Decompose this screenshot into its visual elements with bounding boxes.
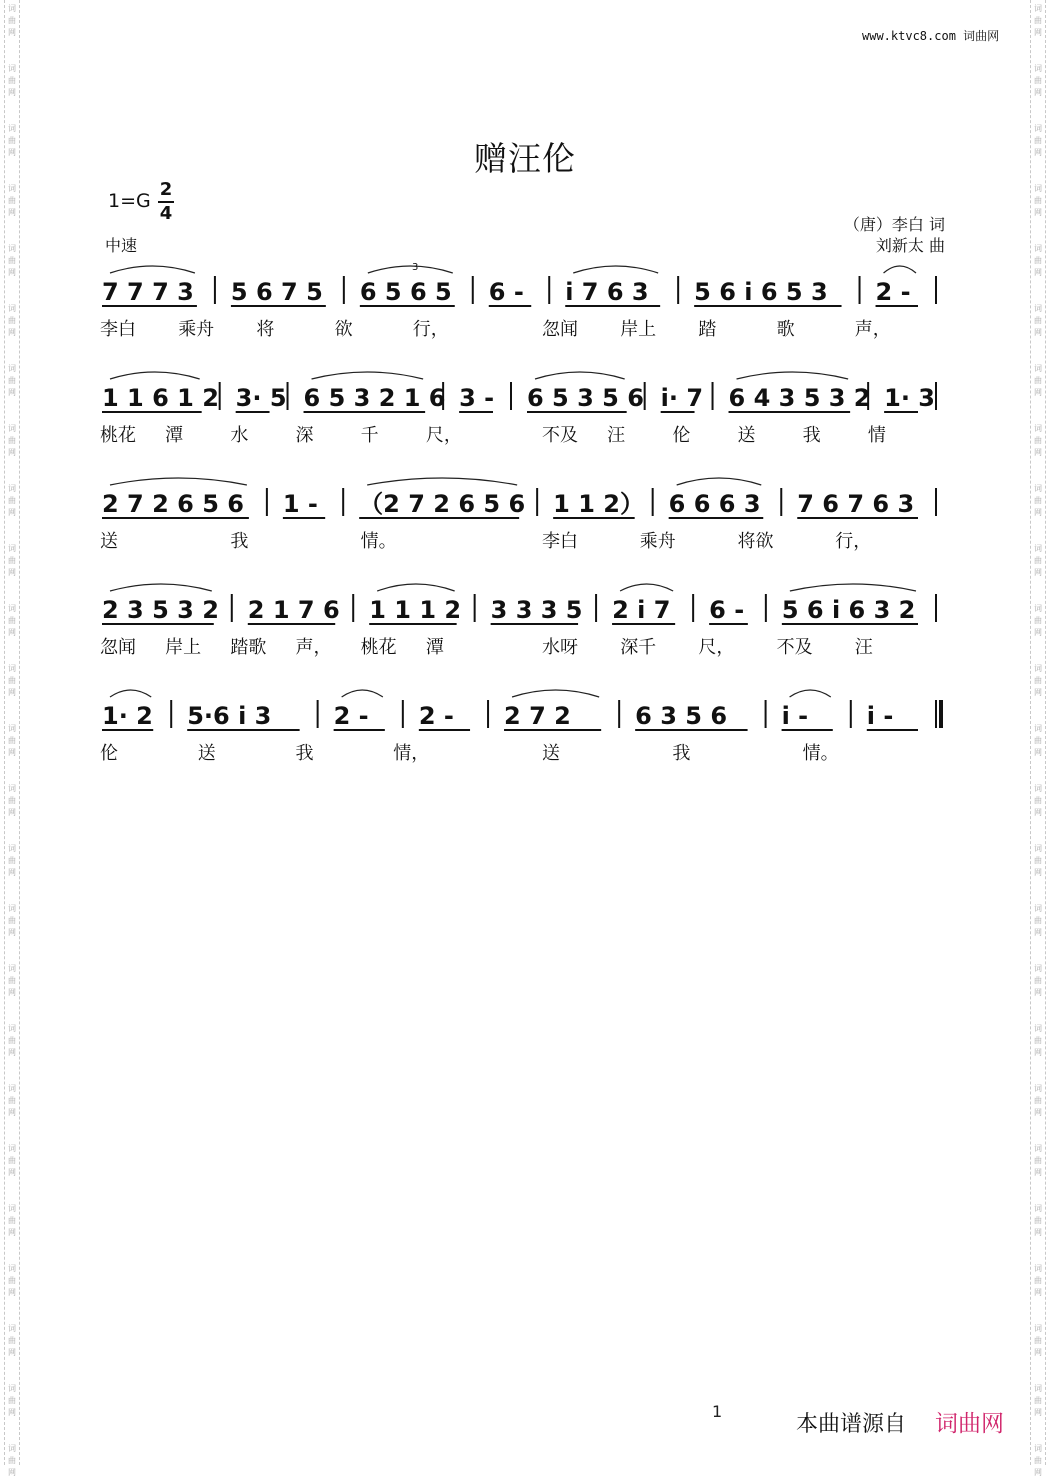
slur-arc bbox=[677, 478, 762, 485]
watermark-glyph: 词 bbox=[8, 1264, 16, 1273]
lyric-word: 歌 bbox=[776, 319, 795, 340]
watermark-glyph: 词 bbox=[8, 1384, 16, 1393]
watermark-glyph: 网 bbox=[1034, 1288, 1042, 1297]
song-title: 赠汪伦 bbox=[474, 139, 576, 178]
measure-notes: 2 7 2 bbox=[504, 702, 571, 730]
watermark-glyph: 词 bbox=[8, 1084, 16, 1093]
lyric-word: 行， bbox=[835, 531, 872, 552]
watermark-glyph: 网 bbox=[1034, 688, 1042, 697]
lyric-word: 桃花 bbox=[100, 425, 136, 446]
measure-notes: 2 i 7 bbox=[612, 596, 671, 624]
measure-notes: 5·6 i 3 bbox=[187, 702, 272, 730]
watermark-glyph: 曲 bbox=[8, 616, 16, 625]
measure-notes: 1· 3 bbox=[884, 384, 936, 412]
watermark-glyph: 网 bbox=[1034, 1468, 1042, 1477]
watermark-glyph: 网 bbox=[8, 448, 16, 457]
watermark-glyph: 词 bbox=[1034, 4, 1042, 13]
watermark-glyph: 曲 bbox=[1034, 1036, 1042, 1045]
lyric-word: 岸上 bbox=[165, 637, 202, 658]
lyric-word: 深 bbox=[295, 425, 314, 446]
watermark-glyph: 曲 bbox=[1034, 496, 1042, 505]
measure-notes: 6 5 3 5 6 bbox=[527, 384, 644, 412]
watermark-glyph: 网 bbox=[1034, 868, 1042, 877]
slur-arc bbox=[312, 372, 424, 379]
watermark-glyph: 网 bbox=[8, 988, 16, 997]
watermark-glyph: 词 bbox=[1034, 1264, 1042, 1273]
measure-notes: 6 6 6 3 bbox=[668, 490, 761, 518]
watermark-glyph: 网 bbox=[8, 1348, 16, 1357]
watermark-glyph: 词 bbox=[8, 604, 16, 613]
watermark-glyph: 词 bbox=[8, 844, 16, 853]
watermark-glyph: 曲 bbox=[1034, 796, 1042, 805]
lyric-word: 我 bbox=[672, 743, 691, 764]
watermark-glyph: 网 bbox=[1034, 1168, 1042, 1177]
watermark-glyph: 词 bbox=[8, 484, 16, 493]
measure-notes: 6 5 3 2 1 6 bbox=[303, 384, 446, 412]
lyric-word: 不及 bbox=[542, 425, 578, 446]
watermark-glyph: 曲 bbox=[8, 316, 16, 325]
watermark-glyph: 曲 bbox=[1034, 676, 1042, 685]
watermark-glyph: 网 bbox=[8, 328, 16, 337]
lyric-word: 深千 bbox=[620, 637, 657, 658]
watermark-glyph: 网 bbox=[8, 688, 16, 697]
watermark-glyph: 网 bbox=[8, 1468, 16, 1477]
watermark-glyph: 词 bbox=[8, 1144, 16, 1153]
watermark-glyph: 曲 bbox=[1034, 1096, 1042, 1105]
watermark-glyph: 网 bbox=[8, 808, 16, 817]
measure-notes: 7 6 7 6 3 bbox=[797, 490, 915, 518]
watermark-glyph: 词 bbox=[8, 364, 16, 373]
watermark-glyph: 网 bbox=[1034, 448, 1042, 457]
tuplet-number: 3 bbox=[412, 262, 419, 273]
lyric-word: 忽闻 bbox=[542, 319, 578, 340]
watermark-glyph: 词 bbox=[1034, 544, 1042, 553]
watermark-glyph: 曲 bbox=[1034, 856, 1042, 865]
source-label: 本曲谱源自 bbox=[796, 1412, 907, 1437]
lyric-word: 伦 bbox=[100, 743, 118, 764]
measure-notes: 3 3 3 5 bbox=[490, 596, 583, 624]
lyric-word: 行， bbox=[412, 319, 449, 340]
slur-arc bbox=[884, 266, 916, 273]
watermark-glyph: 曲 bbox=[1034, 976, 1042, 985]
watermark-glyph: 词 bbox=[8, 904, 16, 913]
lyric-word: 送 bbox=[542, 743, 560, 764]
lyric-word: 汪 bbox=[854, 637, 873, 658]
measure-notes: 2 7 2 6 5 6 bbox=[102, 490, 244, 518]
slur-arc bbox=[367, 478, 517, 485]
watermark-glyph: 曲 bbox=[1034, 1276, 1042, 1285]
watermark-glyph: 曲 bbox=[1034, 1396, 1042, 1405]
watermark-glyph: 曲 bbox=[8, 1156, 16, 1165]
lyric-word: 声， bbox=[295, 637, 332, 658]
lyric-word: 李白 bbox=[100, 319, 136, 340]
watermark-glyph: 网 bbox=[8, 268, 16, 277]
watermark-glyph: 曲 bbox=[8, 1336, 16, 1345]
lyric-word: 千 bbox=[360, 425, 379, 446]
watermark-glyph: 网 bbox=[8, 208, 16, 217]
watermark-glyph: 曲 bbox=[8, 1276, 16, 1285]
slur-arc bbox=[342, 690, 383, 697]
watermark-glyph: 词 bbox=[1034, 364, 1042, 373]
watermark-glyph: 曲 bbox=[8, 1456, 16, 1465]
slur-arc bbox=[110, 690, 151, 697]
slur-arc bbox=[512, 690, 599, 697]
watermark-glyph: 曲 bbox=[1034, 136, 1042, 145]
slur-arc bbox=[110, 266, 195, 273]
watermark-glyph: 词 bbox=[1034, 244, 1042, 253]
lyric-word: 伦 bbox=[672, 425, 691, 446]
key-signature: 1=G bbox=[108, 190, 151, 212]
watermark-glyph: 网 bbox=[1034, 508, 1042, 517]
watermark-glyph: 词 bbox=[8, 184, 16, 193]
watermark-glyph: 网 bbox=[1034, 268, 1042, 277]
watermark-glyph: 网 bbox=[8, 88, 16, 97]
watermark-glyph: 网 bbox=[1034, 388, 1042, 397]
measure-notes: 3· 5 bbox=[235, 384, 287, 412]
watermark-glyph: 网 bbox=[1034, 808, 1042, 817]
lyric-word: 水 bbox=[230, 425, 249, 446]
slur-arc bbox=[620, 584, 673, 591]
watermark-glyph: 曲 bbox=[8, 1216, 16, 1225]
watermark-glyph: 词 bbox=[8, 304, 16, 313]
composer-credit: 刘新太 曲 bbox=[875, 236, 945, 255]
measure-notes: 1 - bbox=[282, 490, 318, 518]
lyricist-credit: （唐）李白 词 bbox=[843, 215, 945, 234]
watermark-glyph: 词 bbox=[8, 1324, 16, 1333]
watermark-glyph: 词 bbox=[1034, 784, 1042, 793]
watermark-glyph: 曲 bbox=[8, 976, 16, 985]
watermark-glyph: 曲 bbox=[1034, 196, 1042, 205]
watermark-glyph: 网 bbox=[1034, 988, 1042, 997]
slur-arc bbox=[377, 584, 454, 591]
watermark-glyph: 词 bbox=[8, 4, 16, 13]
measure-notes: 2 3 5 3 2 bbox=[102, 596, 219, 624]
watermark-glyph: 词 bbox=[8, 1204, 16, 1213]
watermark-glyph: 曲 bbox=[8, 796, 16, 805]
watermark-glyph: 词 bbox=[1034, 604, 1042, 613]
watermark-glyph: 网 bbox=[1034, 928, 1042, 937]
measure-notes: 1· 2 bbox=[102, 702, 153, 730]
watermark-glyph: 词 bbox=[8, 724, 16, 733]
slur-arc bbox=[110, 584, 212, 591]
watermark-glyph: 词 bbox=[8, 1024, 16, 1033]
slur-arc bbox=[790, 690, 831, 697]
lyric-word: 情 bbox=[867, 425, 886, 446]
watermark-glyph: 曲 bbox=[1034, 76, 1042, 85]
watermark-glyph: 曲 bbox=[1034, 1216, 1042, 1225]
watermark-glyph: 词 bbox=[8, 664, 16, 673]
watermark-glyph: 网 bbox=[1034, 1408, 1042, 1417]
lyric-word: 欲 bbox=[334, 319, 353, 340]
lyric-word: 我 bbox=[295, 743, 314, 764]
measure-notes: 3 - bbox=[459, 384, 495, 412]
watermark-glyph: 词 bbox=[1034, 304, 1042, 313]
watermark-glyph: 曲 bbox=[8, 136, 16, 145]
watermark-glyph: 曲 bbox=[8, 256, 16, 265]
watermark-glyph: 词 bbox=[1034, 664, 1042, 673]
watermark-glyph: 词 bbox=[1034, 904, 1042, 913]
watermark-glyph: 网 bbox=[8, 1228, 16, 1237]
lyric-word: 送 bbox=[737, 425, 756, 446]
watermark-glyph: 网 bbox=[1034, 1228, 1042, 1237]
tempo-marking: 中速 bbox=[105, 236, 138, 255]
lyric-word: 我 bbox=[802, 425, 821, 446]
watermark-glyph: 词 bbox=[1034, 1324, 1042, 1333]
measure-notes: （2 7 2 6 5 6 bbox=[359, 490, 526, 518]
watermark-glyph: 词 bbox=[8, 784, 16, 793]
watermark-glyph: 词 bbox=[8, 64, 16, 73]
measure-notes: 5 6 i 6 3 2 bbox=[781, 596, 916, 624]
watermark-glyph: 曲 bbox=[1034, 16, 1042, 25]
lyric-word: 岸上 bbox=[620, 319, 657, 340]
lyric-word: 潭 bbox=[165, 425, 184, 446]
watermark-glyph: 网 bbox=[1034, 748, 1042, 757]
lyric-word: 我 bbox=[230, 531, 249, 552]
watermark-glyph: 网 bbox=[8, 568, 16, 577]
lyric-word: 不及 bbox=[776, 637, 813, 658]
watermark-glyph: 曲 bbox=[8, 556, 16, 565]
measure-notes: 6 3 5 6 bbox=[635, 702, 728, 730]
watermark-glyph: 曲 bbox=[8, 16, 16, 25]
watermark-glyph: 曲 bbox=[1034, 376, 1042, 385]
watermark-glyph: 网 bbox=[8, 28, 16, 37]
measure-notes: i - bbox=[866, 702, 894, 730]
measure-notes: 5 6 i 6 5 3 bbox=[694, 278, 828, 306]
measure-notes: 2 1 7 6 bbox=[247, 596, 340, 624]
watermark-glyph: 曲 bbox=[8, 1036, 16, 1045]
watermark-glyph: 曲 bbox=[8, 856, 16, 865]
lyric-word: 将欲 bbox=[737, 531, 774, 552]
watermark-glyph: 词 bbox=[1034, 964, 1042, 973]
measure-notes: 6 4 3 5 3 2 bbox=[728, 384, 871, 412]
watermark-glyph: 网 bbox=[8, 148, 16, 157]
watermark-glyph: 词 bbox=[8, 244, 16, 253]
measure-notes: 2 - bbox=[418, 702, 454, 730]
watermark-glyph: 曲 bbox=[1034, 616, 1042, 625]
slur-arc bbox=[573, 266, 658, 273]
watermark-glyph: 网 bbox=[1034, 148, 1042, 157]
watermark-glyph: 词 bbox=[1034, 1204, 1042, 1213]
watermark-glyph: 曲 bbox=[8, 76, 16, 85]
watermark-glyph: 词 bbox=[1034, 484, 1042, 493]
watermark-glyph: 网 bbox=[8, 388, 16, 397]
lyric-word: 桃花 bbox=[360, 637, 397, 658]
measure-notes: 5 6 7 5 bbox=[230, 278, 323, 306]
watermark-glyph: 曲 bbox=[1034, 436, 1042, 445]
watermark-glyph: 词 bbox=[1034, 424, 1042, 433]
watermark-glyph: 曲 bbox=[1034, 256, 1042, 265]
watermark-glyph: 曲 bbox=[8, 496, 16, 505]
watermark-glyph: 曲 bbox=[8, 436, 16, 445]
watermark-glyph: 词 bbox=[1034, 124, 1042, 133]
lyric-word: 声， bbox=[854, 319, 891, 340]
slur-arc bbox=[535, 372, 625, 379]
watermark-glyph: 曲 bbox=[8, 376, 16, 385]
watermark-glyph: 词 bbox=[8, 544, 16, 553]
lyric-word: 情。 bbox=[360, 531, 397, 552]
watermark-glyph: 词 bbox=[1034, 1084, 1042, 1093]
measure-notes: 1 1 1 2 bbox=[369, 596, 462, 624]
measure-notes: 1 1 6 1 2 bbox=[102, 384, 219, 412]
source-brand[interactable]: 词曲网 bbox=[935, 1411, 1004, 1437]
watermark-glyph: 曲 bbox=[1034, 1456, 1042, 1465]
watermark-glyph: 词 bbox=[1034, 184, 1042, 193]
lyric-word: 乘舟 bbox=[639, 531, 676, 552]
measure-notes: 6 5 6 5 bbox=[359, 278, 452, 306]
lyric-word: 水呀 bbox=[542, 637, 578, 658]
watermark-glyph: 曲 bbox=[1034, 736, 1042, 745]
watermark-glyph: 网 bbox=[1034, 1348, 1042, 1357]
lyric-word: 情。 bbox=[802, 743, 839, 764]
lyric-word: 汪 bbox=[607, 425, 626, 446]
measure-notes: 6 - bbox=[488, 278, 524, 306]
watermark-glyph: 曲 bbox=[8, 1396, 16, 1405]
measure-notes: 2 - bbox=[333, 702, 369, 730]
lyric-word: 情， bbox=[393, 743, 430, 764]
watermark-glyph: 网 bbox=[1034, 1048, 1042, 1057]
watermark-glyph: 网 bbox=[1034, 328, 1042, 337]
watermark-glyph: 曲 bbox=[8, 676, 16, 685]
watermark-glyph: 网 bbox=[1034, 208, 1042, 217]
lyric-word: 李白 bbox=[542, 531, 578, 552]
watermark-glyph: 曲 bbox=[1034, 916, 1042, 925]
watermark-glyph: 网 bbox=[8, 1048, 16, 1057]
watermark-glyph: 词 bbox=[1034, 1384, 1042, 1393]
stray-mark: 1 bbox=[712, 1402, 723, 1421]
watermark-glyph: 曲 bbox=[1034, 1156, 1042, 1165]
watermark-glyph: 网 bbox=[1034, 628, 1042, 637]
slur-arc bbox=[737, 372, 849, 379]
watermark-glyph: 词 bbox=[1034, 1444, 1042, 1453]
measure-notes: i· 7 bbox=[660, 384, 704, 412]
lyric-word: 潭 bbox=[425, 637, 444, 658]
watermark-glyph: 曲 bbox=[8, 736, 16, 745]
time-signature-bottom: 4 bbox=[159, 203, 173, 224]
lyric-word: 踏 bbox=[698, 319, 717, 340]
measure-notes: i 7 6 3 bbox=[565, 278, 649, 306]
lyric-word: 尺， bbox=[425, 425, 462, 446]
lyric-word: 乘舟 bbox=[178, 319, 215, 340]
watermark-glyph: 网 bbox=[1034, 28, 1042, 37]
lyric-word: 将 bbox=[256, 319, 275, 340]
watermark-glyph: 曲 bbox=[1034, 316, 1042, 325]
measure-notes: 6 - bbox=[709, 596, 745, 624]
slur-arc bbox=[110, 478, 247, 485]
watermark-glyph: 词 bbox=[8, 1444, 16, 1453]
watermark-glyph: 词 bbox=[1034, 1144, 1042, 1153]
watermark-glyph: 曲 bbox=[8, 916, 16, 925]
lyric-word: 忽闻 bbox=[100, 637, 136, 658]
watermark-glyph: 曲 bbox=[1034, 1336, 1042, 1345]
watermark-glyph: 网 bbox=[8, 1408, 16, 1417]
watermark-glyph: 曲 bbox=[8, 196, 16, 205]
watermark-glyph: 词 bbox=[1034, 1024, 1042, 1033]
watermark-glyph: 网 bbox=[8, 748, 16, 757]
watermark-glyph: 网 bbox=[1034, 88, 1042, 97]
measure-notes: 7 7 7 3 bbox=[102, 278, 194, 306]
watermark-glyph: 曲 bbox=[8, 1096, 16, 1105]
measure-notes: i - bbox=[781, 702, 809, 730]
measure-notes: 1 1 2） bbox=[553, 490, 644, 518]
watermark-glyph: 网 bbox=[1034, 1108, 1042, 1117]
watermark-glyph: 词 bbox=[1034, 724, 1042, 733]
lyric-word: 尺， bbox=[698, 637, 735, 658]
site-url[interactable]: www.ktvc8.com 词曲网 bbox=[862, 29, 1000, 43]
lyric-word: 送 bbox=[100, 531, 118, 552]
watermark-glyph: 网 bbox=[8, 508, 16, 517]
watermark-glyph: 网 bbox=[1034, 568, 1042, 577]
measure-notes: 2 - bbox=[875, 278, 911, 306]
watermark-glyph: 词 bbox=[8, 124, 16, 133]
lyric-word: 送 bbox=[197, 743, 216, 764]
watermark-glyph: 词 bbox=[8, 424, 16, 433]
watermark-glyph: 词 bbox=[1034, 844, 1042, 853]
watermark-glyph: 曲 bbox=[1034, 556, 1042, 565]
watermark-glyph: 词 bbox=[1034, 64, 1042, 73]
watermark-glyph: 网 bbox=[8, 1108, 16, 1117]
watermark-glyph: 网 bbox=[8, 1168, 16, 1177]
watermark-glyph: 网 bbox=[8, 928, 16, 937]
lyric-word: 踏歌 bbox=[230, 637, 267, 658]
slur-arc bbox=[790, 584, 916, 591]
watermark-glyph: 词 bbox=[8, 964, 16, 973]
slur-arc bbox=[368, 266, 453, 273]
watermark-glyph: 网 bbox=[8, 1288, 16, 1297]
watermark-glyph: 网 bbox=[8, 628, 16, 637]
time-signature-top: 2 bbox=[159, 179, 173, 200]
watermark-glyph: 网 bbox=[8, 868, 16, 877]
slur-arc bbox=[110, 372, 200, 379]
